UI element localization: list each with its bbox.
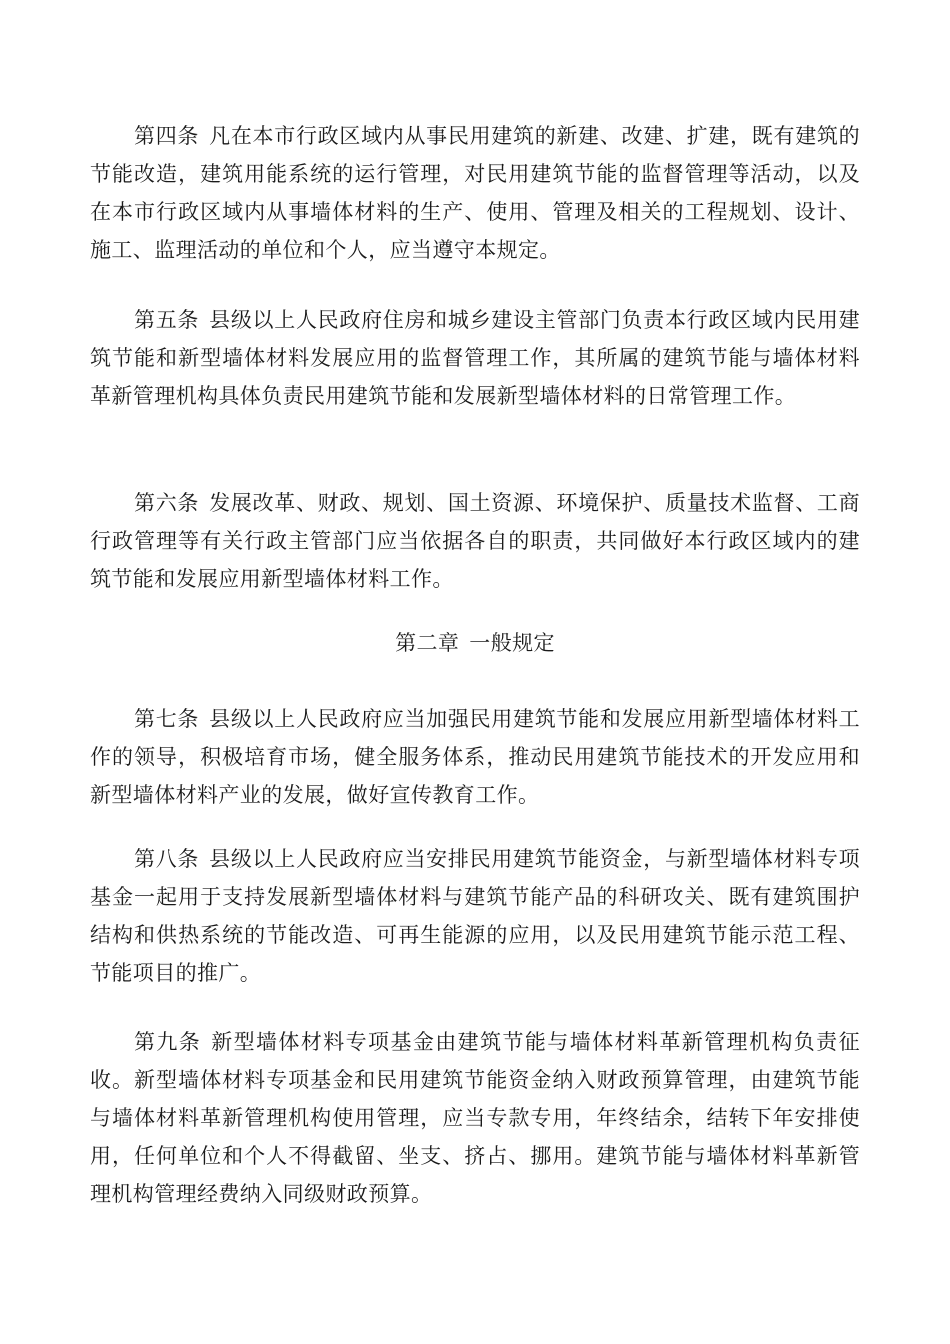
chapter-heading <box>90 624 860 662</box>
article-number: 第九条 <box>134 1030 202 1054</box>
article-number: 第八条 <box>134 847 200 871</box>
chapter-number: 第二章 <box>395 631 460 655</box>
article-text: 县级以上人民政府住房和城乡建设主管部门负责本行政区域内民用建筑节能和新型墙体材料发展应用的监督管理工作，其所属的建筑节能与墙体材料革新管理机构具体负责民用建筑节能和发展新型墙体材料的日常管理工作。 <box>90 308 861 408</box>
article-text: 新型墙体材料专项基金由建筑节能与墙体材料革新管理机构负责征收。新型墙体材料专项基金和民用建筑节能资金纳入财政预算管理，由建筑节能与墙体材料革新管理机构使用管理，应当专款专用，年终结余，结转下年安排使用，任何单位和个人不得截留、坐支、挤占、挪用。建筑节能与墙体材料革新管理机构管理经费纳入同级财政预算。 <box>90 1030 860 1206</box>
article-text: 发展改革、财政、规划、国土资源、环境保护、质量技术监督、工商行政管理等有关行政主管部门应当依据各自的职责，共同做好本行政区域内的建筑节能和发展应用新型墙体材料工作。 <box>90 491 861 591</box>
article-7 <box>90 700 860 814</box>
article-number: 第六条 <box>134 491 200 515</box>
chapter-title: 一般规定 <box>469 631 555 655</box>
article-4 <box>90 117 860 269</box>
article-text: 县级以上人民政府应当加强民用建筑节能和发展应用新型墙体材料工作的领导，积极培育市场，健全服务体系，推动民用建筑节能技术的开发应用和新型墙体材料产业的发展，做好宣传教育工作。 <box>90 707 861 807</box>
article-number: 第五条 <box>134 308 200 332</box>
article-text: 县级以上人民政府应当安排民用建筑节能资金，与新型墙体材料专项基金一起用于支持发展新型墙体材料与建筑节能产品的科研攻关、既有建筑围护结构和供热系统的节能改造、可再生能源的应用，以及民用建筑节能示范工程、节能项目的推广。 <box>90 847 861 985</box>
article-text: 凡在本市行政区域内从事民用建筑的新建、改建、扩建，既有建筑的节能改造，建筑用能系统的运行管理，对民用建筑节能的监督管理等活动，以及在本市行政区域内从事墙体材料的生产、使用、管理及相关的工程规划、设计、施工、监理活动的单位和个人，应当遵守本规定。 <box>90 124 861 262</box>
article-number: 第七条 <box>134 707 200 731</box>
article-6 <box>90 484 860 598</box>
article-9 <box>90 1023 860 1213</box>
article-5 <box>90 301 860 415</box>
article-8 <box>90 840 860 992</box>
article-number: 第四条 <box>134 124 200 148</box>
